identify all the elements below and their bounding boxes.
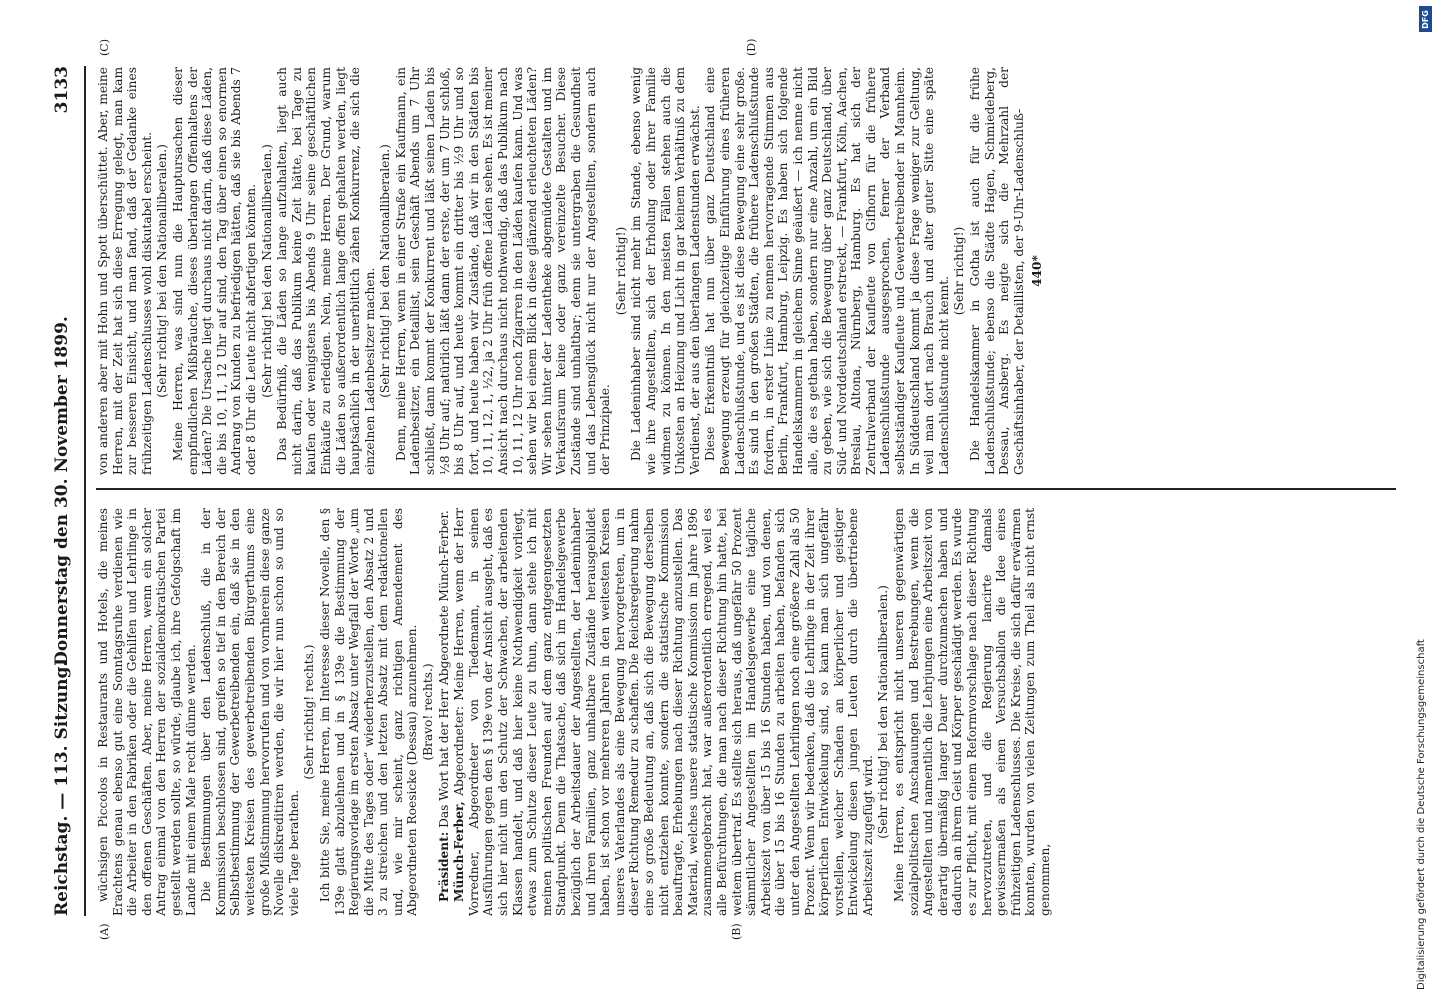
- body-paragraph: Die Handelskammer in Gotha ist auch für die frühe Ladenschlußstunde; ebenso die Städte Hagen, Schmiedeberg, Dessau, Ansberg. Es neigte sich die Mehrzahl der Geschäftsinhaber, der Detaillisten, der 9-Uhr-Ladenschluß-: [968, 67, 1026, 475]
- applause-note: (Sehr richtig! bei den Nationalliberalen.): [378, 144, 393, 398]
- digitization-credit: [1416, 10, 1434, 990]
- signature-mark: 440*: [1030, 255, 1045, 287]
- applause-note: (Bravo! rechts.): [421, 663, 436, 761]
- body-paragraph: von anderen aber mit Hohn und Spott überschüttet. Aber, meine Herren, mit der Zeit hat sich diese Erregung gelegt, man kam zur besseren Einsicht, und man fand, daß der Gedanke eines frühzeitigen Ladenschlusses wohl diskutabel erscheint.: [96, 67, 154, 475]
- applause-note: (Sehr richtig! bei den Nationalliberalen.): [259, 144, 274, 398]
- body-paragraph: Das Bedürfniß, die Läden so lange aufzuhalten, liegt auch nicht darin, daß das Publikum keine Zeit hätte, bei Tage zu kaufen oder wenigstens bis Abends 9 Uhr seine geschäftlichen Einkäufe zu erledigen. Nein, meine Herren. Der Grund, warum die Läden so außerordentlich lange offen gehalten werden, liegt hauptsächlich in der unerbittlich zähen Konkurrenz, die sich die einzelnen Ladenbesitzer machen.: [275, 67, 377, 475]
- margin-mark-d: (D): [745, 38, 758, 56]
- header-date: Donnerstag den 30. November 1899.: [52, 316, 72, 666]
- applause-note: (Sehr richtig! bei den Nationalliberalen.): [876, 585, 891, 839]
- header-rule: [84, 66, 86, 916]
- margin-mark-a: (A): [98, 923, 111, 940]
- speaker-paragraph: [437, 508, 452, 916]
- body-paragraph: Die Bestimmungen über den Ladenschluß, die in der Kommission beschlossen sind, greifen so tief in den Bereich der Selbstbestimmung der Gewerbetreibenden ein, daß sie in den weitesten Kreisen des gewerbetreibenden Bürgerthums eine große Mißstimmung hervorrufen und von vornherein diese ganze Novelle diskreditiren werden, die wir hier nun schon so und so viele Tage berathen.: [199, 508, 301, 916]
- speaker-name: Präsident:: [436, 831, 451, 902]
- column-divider: [96, 488, 1396, 490]
- left-column: [96, 508, 1396, 916]
- body-paragraph: Denn, meine Herren, wenn in einer Straße ein Kaufmann, ein Ladenbesitzer, ein Detaillist, sein Geschäft Abends um 7 Uhr schließt, dann kommt der Konkurrent und läßt seinen Laden bis ½8 Uhr auf; natürlich läßt dann der erste, der um 7 Uhr schloß, bis 8 Uhr auf, und heute kommt ein dritter bis ½9 Uhr und so fort, und heute haben wir Zustände, daß wir in den Städten bis 10, 11, 12, 1, ½2, ja 2 Uhr früh offene Läden sehen. Es ist meiner Ansicht nach durchaus nicht nothwendig, daß das Publikum nach 10, 11, 12 Uhr noch Zigarren in den Läden kaufen kann. Und was sehen wir bei einem Blick in diese glänzend erleuchteten Läden? Wir sehen hinter der Ladentheke abgemüdete Gestalten und im Verkaufsraum keine oder ganz vereinzelte Besucher. Diese Zustände sind unhaltbar; denn sie untergraben die Gesundheit und das Lebensglück nicht nur der Angestellten, sondern auch der Prinzipale.: [393, 67, 613, 475]
- applause-note: (Sehr richtig!): [952, 226, 967, 316]
- body-paragraph: wüchsigen Piccolos in Restaurants und Hotels, die meines Erachtens genau ebenso gut eine Sonntagsruhe verdienen wie die Arbeiter in den Fabriken oder die Gehilfen und Lehrlinge in den offenen Geschäften. Aber, meine Herren, wenn ein solcher Antrag einmal von den Herren der sozialdemokratischen Partei gestellt werden sollte, so würde, glaube ich, ihre Gefolgschaft im Lande mit einem Male recht dünne werden.: [96, 508, 198, 916]
- applause-note: (Sehr richtig! rechts.): [302, 644, 317, 780]
- speaker-name: Münch-Ferber,: [452, 801, 467, 902]
- body-paragraph: Meine Herren, es entspricht nicht unseren gegenwärtigen sozialpolitischen Anschauungen und Bestrebungen, wenn die Angestellten und namentlich die Lehrjungen eine Arbeitszeit von derartig übermäßig langer Dauer durchzumachen haben und dadurch an ihrem Geist und Körper geschädigt werden. Es wurde es zur Pflicht, mit einem Reformvorschlage nach dieser Richtung hervorzutreten, und die Regierung lancirte damals gewissermaßen als einen Versuchsballon die Idee eines frühzeitigen Ladenschlusses. Die Kreise, die sich dafür erwärmen konnten, wurden von vielen Zeitungen zum Theil als nicht ernst genommen,: [892, 508, 1052, 916]
- margin-mark-c: (C): [98, 39, 111, 56]
- speech-text: Das Wort hat der Herr Abgeordnete Münch-Ferber.: [436, 510, 451, 828]
- body-paragraph: Meine Herren, was sind nun die Hauptursachen dieser empfindlichen Mißbräuche, dieses überlangen Offenhaltens der Läden? Die Ursache liegt durchaus nicht darin, daß diese Läden, die bis 10, 11, 12 Uhr auf sind, den Tag über einen so enormen Andrang von Kunden zu befriedigen hätten, daß sie bis Abends 7 oder 8 Uhr die Leute nicht abfertigen könnten.: [170, 67, 258, 475]
- dfg-logo-text: DFG: [1421, 9, 1431, 29]
- applause-note: (Sehr richtig! bei den Nationalliberalen.): [155, 144, 170, 398]
- body-paragraph: Diese Erkenntniß hat nun über ganz Deutschland eine Bewegung erzeugt für gleichzeitige Einführung eines früheren Ladenschlußstunde, und es ist diese Bewegung eine sehr große. Es sind in den großen Städten, die frühere Ladenschlußstunde fordern, in erster Linie zu nennen hervorragende Stimmen aus Berlin, Frankfurt, Hamburg, Leipzig. Es haben sich folgende Handelskammern in gleichem Sinne geäußert — ich nenne nicht alle, die es gethan haben, sondern nur eine Anzahl, um ein Bild zu geben, wie sich die Bewegung über ganz Deutschland, über Süd- und Norddeutschland erstreckt, — Frankfurt, Köln, Aachen, Breslau, Altona, Nürnberg, Hamburg. Es hat sich der Zentralverband der Kaufleute von Gifhorn für die frühere Ladenschlußstunde ausgesprochen, ferner der Verband selbstständiger Kaufleute und Gewerbetreibender in Mannheim. In Süddeutschland kommt ja diese Frage weniger zur Geltung, weil man dort nach Brauch und alter guter Sitte eine späte Ladenschlußstunde nicht kennt.: [703, 67, 951, 475]
- page-header: [48, 66, 78, 916]
- body-paragraph: Die Ladeninhaber sind nicht mehr im Stande, ebenso wenig wie ihre Angestellten, sich der Erholung oder ihrer Familie widmen zu können. In den meisten Fällen stehen auch die Unkosten an Heizung und Licht in gar keinem Verhältniß zu dem Verdienst, der aus den überlangen Ladenstunden erwächst.: [629, 67, 702, 475]
- body-paragraph: Ich bitte Sie, meine Herren, im Interesse dieser Novelle, den § 139e glatt abzulehnen und in § 139e die Bestimmung der Regierungsvorlage im ersten Absatz unter Wegfall der Worte „um die Mitte des Tages oder“ wiederherzustellen, den Absatz 2 und 3 zu streichen und den letzten Absatz mit dem redaktionellen und, wie mir scheint, ganz richtigen Amendement des Abgeordneten Roesicke (Dessau) anzunehmen.: [317, 508, 420, 916]
- header-left: Reichstag. — 113. Sitzung.: [52, 660, 72, 916]
- margin-mark-b: (B): [730, 923, 743, 940]
- page-number: 3133: [52, 66, 72, 114]
- right-column: [96, 67, 1396, 475]
- speaker-paragraph: [452, 508, 875, 916]
- speech-text: Abgeordneter: Meine Herren, wenn der Herr Vorredner, Abgeordneter von Tiedemann, in seinen Ausführungen gegen den § 139e von der Ansicht ausgeht, daß es sich hier nicht um den Schutz der Schwachen, der arbeitenden Klassen handelt, und daß hier keine Nothwendigkeit vorliegt, etwas zum Schutze dieser Leute zu thun, dann stehe ich mit meinen politischen Freunden auf dem ganz entgegengesetzten Standpunkt. Denn die Thatsache, daß sich im Handelsgewerbe bezüglich der Arbeitsdauer der Angestellten, der Ladeninhaber und ihren Familien, ganz unhaltbare Zustände herausgebildet haben, ist schon vor mehreren Jahren in den weitesten Kreisen unseres Vaterlandes als eine Bewegung hervorgetreten, um in dieser Richtung Remedur zu schaffen. Die Reichsregierung nahm eine so große Bedeutung an, daß sich die Bewegung derselben nicht entziehen konnte, sondern die statistische Kommission beauftragte, Erhebungen nach dieser Richtung anzustellen. Das Material, welches unsere statistische Kommission im Jahre 1896 zusammengebracht hat, war außerordentlich erregend, weil es alle Befürchtungen, die man nach dieser Richtung hin hatte, bei weitem übertraf. Es stellte sich heraus, daß ungefähr 50 Prozent sämmtlicher Angestellten im Handelsgewerbe eine tägliche Arbeitszeit von über 15 bis 16 Stunden haben, und von denen, die über 15 bis 16 Stunden zu arbeiten haben, befanden sich unter den Angestellten Lehrlingen noch eine größere Zahl als 50 Prozent. Wenn wir bedenken, daß die Lehrlinge in der Zeit ihrer körperlichen Entwickelung sind, so kann man sich ungefähr vorstellen, welcher Schaden an körperlicher und geistiger Entwickelung diesen jungen Leuten durch die übertriebene Arbeitszeit zugefügt wird.: [452, 508, 875, 916]
- applause-note: (Sehr richtig!): [613, 226, 628, 316]
- credit-text: Digitalisierung gefördert durch die Deutsche Forschungsgemeinschaft: [1416, 639, 1427, 990]
